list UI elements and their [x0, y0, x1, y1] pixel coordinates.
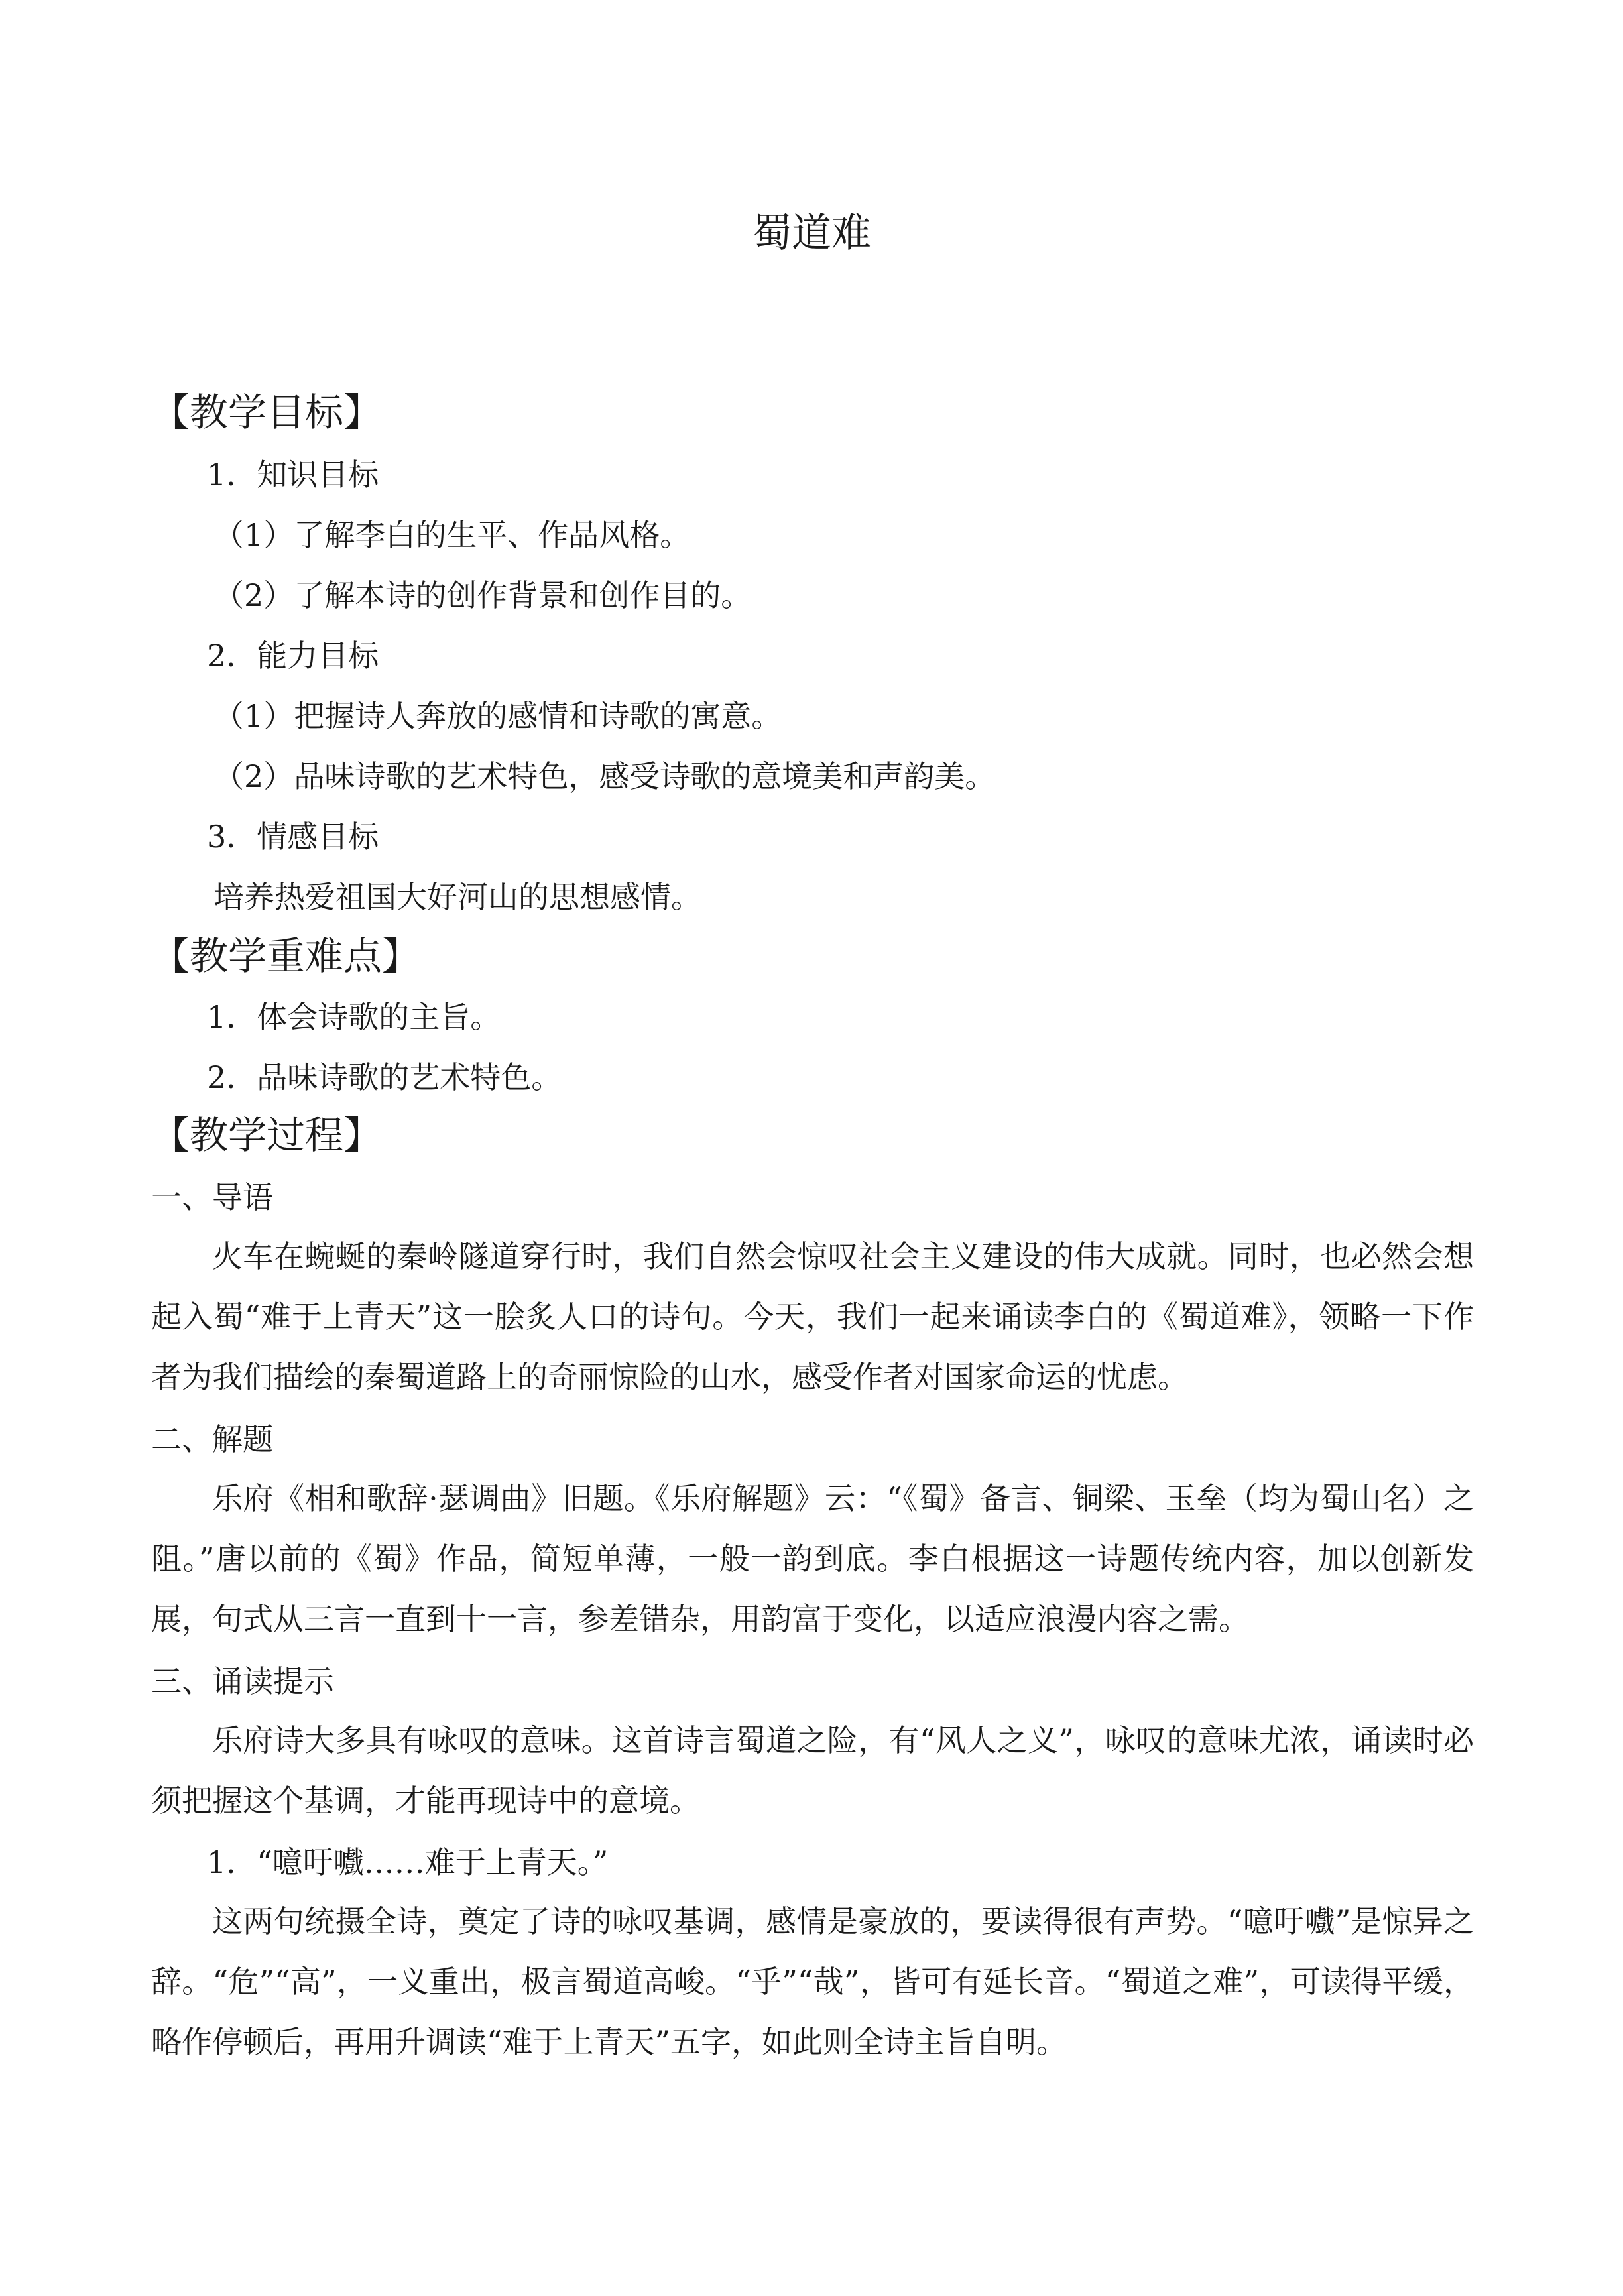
- key-point-2: 2．品味诗歌的艺术特色。: [207, 1059, 562, 1095]
- explain-paragraph: 乐府《相和歌辞·瑟调曲》旧题。《乐府解题》云：“《蜀》备言、铜梁、玉垒（均为蜀山名）之阻。”唐以前的《蜀》作品，简短单薄，一般一韵到底。李白根据这一诗题传统内容，加以创新发展，句式从三言一直到十一言，参差错杂，用韵富于变化，以适应浪漫内容之需。: [151, 1480, 1474, 1637]
- intro-heading: 一、导语: [151, 1179, 273, 1215]
- process-heading: 【教学过程】: [151, 1113, 383, 1158]
- intro-paragraph: 火车在蜿蜒的秦岭隧道穿行时，我们自然会惊叹社会主义建设的伟大成就。同时，也必然会想起入蜀“难于上青天”这一脍炙人口的诗句。今天，我们一起来诵读李白的《蜀道难》，领略一下作者为我们描绘的秦蜀道路上的奇丽惊险的山水，感受作者对国家命运的忧虑。: [151, 1239, 1474, 1395]
- key-points-heading: 【教学重难点】: [151, 934, 421, 979]
- emotion-goal-label: 3．情感目标: [207, 819, 379, 855]
- ability-goal-item-2: （2）品味诗歌的艺术特色，感受诗歌的意境美和声韵美。: [213, 758, 996, 794]
- emotion-goal-text: 培养热爱祖国大好河山的思想感情。: [213, 879, 701, 915]
- knowledge-goal-item-1: （1）了解李白的生平、作品风格。: [213, 517, 691, 553]
- objectives-heading: 【教学目标】: [151, 390, 383, 435]
- reading-heading: 三、诵读提示: [151, 1663, 334, 1699]
- explain-heading: 二、解题: [151, 1421, 273, 1457]
- ability-goal-item-1: （1）把握诗人奔放的感情和诗歌的寓意。: [213, 698, 782, 734]
- ability-goal-label: 2．能力目标: [207, 638, 379, 674]
- reading-paragraph: 乐府诗大多具有咏叹的意味。这首诗言蜀道之险，有“风人之义”，咏叹的意味尤浓，诵读时必须把握这个基调，才能再现诗中的意境。: [151, 1722, 1474, 1819]
- knowledge-goal-label: 1．知识目标: [207, 457, 379, 493]
- key-point-1: 1．体会诗歌的主旨。: [207, 999, 501, 1035]
- knowledge-goal-item-2: （2）了解本诗的创作背景和创作目的。: [213, 577, 752, 613]
- reading-point-1: 1．“噫吁嚱……难于上青天。”: [207, 1844, 609, 1880]
- reading-point-1-text: 这两句统摄全诗，奠定了诗的咏叹基调，感情是豪放的，要读得很有声势。“噫吁嚱”是惊异之辞。“危”“高”，一义重出，极言蜀道高峻。“乎”“哉”，皆可有延长音。“蜀道之难”，可读得平缓，略作停顿后，再用升调读“难于上青天”五字，如此则全诗主旨自明。: [151, 1903, 1474, 2060]
- page-title: 蜀道难: [752, 210, 871, 257]
